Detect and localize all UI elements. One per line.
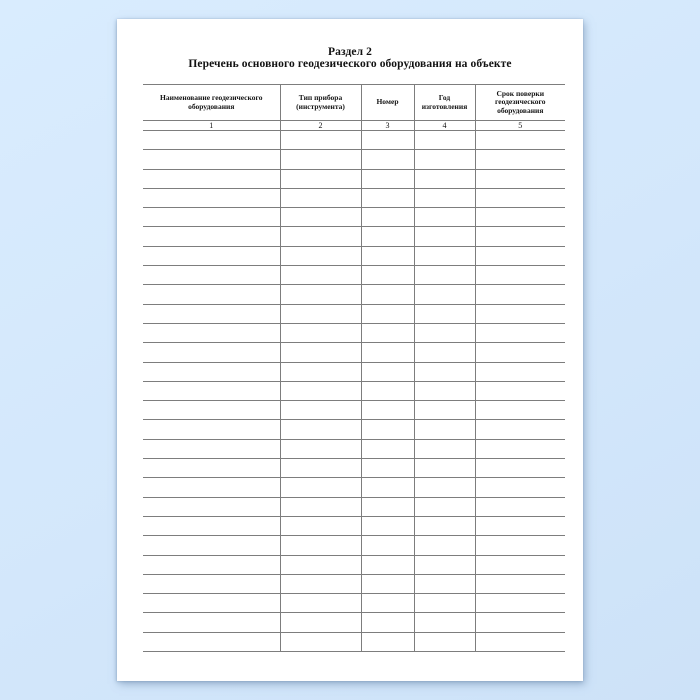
empty-cell (361, 401, 414, 420)
empty-cell (475, 131, 565, 150)
empty-cell (414, 381, 475, 400)
equipment-table (143, 84, 565, 652)
empty-cell (475, 343, 565, 362)
empty-cell (475, 497, 565, 516)
empty-cell (475, 401, 565, 420)
empty-table-row (143, 632, 565, 651)
empty-cell (280, 420, 361, 439)
empty-cell (475, 285, 565, 304)
column-number-row (143, 121, 565, 131)
empty-table-row (143, 150, 565, 169)
empty-cell (280, 285, 361, 304)
document-heading (117, 46, 583, 70)
empty-table-row (143, 497, 565, 516)
empty-cell (361, 246, 414, 265)
empty-cell (143, 285, 280, 304)
empty-cell (414, 574, 475, 593)
empty-cell (143, 343, 280, 362)
empty-cell (143, 188, 280, 207)
empty-cell (280, 304, 361, 323)
empty-table-row (143, 594, 565, 613)
empty-cell (280, 555, 361, 574)
document-page (117, 19, 583, 681)
empty-cell (414, 285, 475, 304)
empty-cell (143, 304, 280, 323)
empty-cell (361, 420, 414, 439)
empty-cell (280, 381, 361, 400)
empty-table-row (143, 285, 565, 304)
empty-cell (414, 169, 475, 188)
empty-cell (143, 420, 280, 439)
empty-cell (280, 362, 361, 381)
empty-cell (414, 555, 475, 574)
empty-cell (280, 131, 361, 150)
empty-cell (143, 632, 280, 651)
empty-cell (414, 420, 475, 439)
table-header-row (143, 85, 565, 121)
empty-cell (414, 246, 475, 265)
empty-cell (475, 459, 565, 478)
empty-cell (414, 150, 475, 169)
column-header-number: Номер (361, 85, 414, 121)
empty-cell (143, 381, 280, 400)
empty-cell (143, 227, 280, 246)
empty-cell (280, 208, 361, 227)
empty-cell (414, 131, 475, 150)
empty-cell (280, 594, 361, 613)
empty-cell (414, 536, 475, 555)
empty-table-row (143, 169, 565, 188)
empty-cell (361, 131, 414, 150)
document-title: Перечень основного геодезического оборудования на объекте (188, 58, 512, 70)
empty-cell (475, 381, 565, 400)
empty-cell (475, 169, 565, 188)
column-header-instrument-type: Тип прибора (инструмента) (280, 85, 361, 121)
empty-table-row (143, 516, 565, 535)
empty-cell (143, 323, 280, 342)
empty-cell (280, 478, 361, 497)
empty-cell (475, 266, 565, 285)
empty-cell (280, 632, 361, 651)
empty-cell (280, 227, 361, 246)
empty-cell (475, 478, 565, 497)
empty-cell (475, 574, 565, 593)
empty-table-row (143, 439, 565, 458)
empty-cell (414, 401, 475, 420)
empty-cell (361, 266, 414, 285)
column-number-1: 1 (143, 121, 280, 131)
empty-cell (414, 323, 475, 342)
empty-cell (361, 208, 414, 227)
empty-cell (414, 362, 475, 381)
empty-cell (361, 478, 414, 497)
empty-cell (143, 362, 280, 381)
table-body (143, 131, 565, 652)
empty-cell (361, 613, 414, 632)
empty-cell (143, 555, 280, 574)
empty-cell (143, 208, 280, 227)
empty-cell (280, 574, 361, 593)
empty-cell (475, 632, 565, 651)
empty-cell (143, 150, 280, 169)
empty-table-row (143, 266, 565, 285)
empty-cell (143, 169, 280, 188)
empty-cell (280, 266, 361, 285)
empty-table-row (143, 323, 565, 342)
empty-cell (361, 381, 414, 400)
empty-cell (143, 246, 280, 265)
empty-table-row (143, 420, 565, 439)
empty-table-row (143, 362, 565, 381)
empty-cell (414, 343, 475, 362)
empty-cell (361, 594, 414, 613)
empty-cell (475, 188, 565, 207)
empty-cell (414, 266, 475, 285)
empty-cell (414, 478, 475, 497)
empty-cell (361, 188, 414, 207)
empty-cell (143, 401, 280, 420)
empty-cell (143, 516, 280, 535)
empty-cell (280, 150, 361, 169)
empty-cell (475, 246, 565, 265)
empty-cell (280, 536, 361, 555)
column-number-5: 5 (475, 121, 565, 131)
empty-cell (475, 323, 565, 342)
empty-cell (143, 266, 280, 285)
empty-cell (143, 131, 280, 150)
section-title: Раздел 2 (328, 46, 372, 58)
empty-table-row (143, 304, 565, 323)
empty-table-row (143, 381, 565, 400)
empty-cell (143, 439, 280, 458)
empty-cell (361, 439, 414, 458)
empty-cell (361, 169, 414, 188)
empty-cell (475, 227, 565, 246)
empty-cell (280, 323, 361, 342)
column-header-year: Год изготовления (414, 85, 475, 121)
empty-cell (280, 401, 361, 420)
empty-cell (361, 632, 414, 651)
empty-cell (361, 574, 414, 593)
empty-cell (414, 439, 475, 458)
empty-cell (280, 169, 361, 188)
empty-cell (414, 459, 475, 478)
empty-cell (414, 632, 475, 651)
empty-cell (280, 246, 361, 265)
empty-cell (475, 420, 565, 439)
empty-cell (361, 323, 414, 342)
empty-cell (414, 516, 475, 535)
empty-cell (414, 188, 475, 207)
empty-cell (280, 497, 361, 516)
empty-cell (361, 285, 414, 304)
empty-cell (414, 613, 475, 632)
empty-cell (361, 555, 414, 574)
empty-table-row (143, 246, 565, 265)
column-header-equipment-name: Наименование геодезического оборудования (143, 85, 280, 121)
empty-cell (475, 208, 565, 227)
empty-table-row (143, 401, 565, 420)
empty-cell (475, 536, 565, 555)
empty-cell (475, 362, 565, 381)
empty-cell (143, 594, 280, 613)
empty-cell (143, 459, 280, 478)
empty-table-row (143, 343, 565, 362)
empty-cell (280, 343, 361, 362)
column-header-verification-period: Срок поверки геодезического оборудования (475, 85, 565, 121)
empty-cell (414, 594, 475, 613)
empty-cell (280, 613, 361, 632)
empty-cell (475, 304, 565, 323)
empty-table-row (143, 208, 565, 227)
empty-cell (475, 613, 565, 632)
empty-cell (361, 516, 414, 535)
empty-cell (361, 150, 414, 169)
empty-cell (361, 227, 414, 246)
empty-cell (475, 594, 565, 613)
empty-cell (143, 536, 280, 555)
empty-table-row (143, 574, 565, 593)
empty-cell (280, 188, 361, 207)
empty-cell (361, 459, 414, 478)
empty-cell (475, 439, 565, 458)
empty-cell (361, 343, 414, 362)
empty-table-row (143, 459, 565, 478)
empty-cell (414, 208, 475, 227)
empty-cell (361, 536, 414, 555)
empty-cell (414, 304, 475, 323)
empty-cell (361, 362, 414, 381)
empty-cell (143, 478, 280, 497)
empty-cell (280, 516, 361, 535)
empty-cell (414, 497, 475, 516)
empty-cell (280, 459, 361, 478)
empty-cell (361, 304, 414, 323)
empty-cell (475, 516, 565, 535)
empty-table-row (143, 613, 565, 632)
empty-table-row (143, 555, 565, 574)
empty-cell (475, 555, 565, 574)
empty-cell (414, 227, 475, 246)
column-number-3: 3 (361, 121, 414, 131)
empty-cell (475, 150, 565, 169)
empty-table-row (143, 227, 565, 246)
empty-cell (143, 574, 280, 593)
empty-cell (280, 439, 361, 458)
empty-table-row (143, 188, 565, 207)
empty-table-row (143, 478, 565, 497)
empty-cell (143, 497, 280, 516)
empty-cell (143, 613, 280, 632)
empty-cell (361, 497, 414, 516)
empty-table-row (143, 536, 565, 555)
column-number-4: 4 (414, 121, 475, 131)
column-number-2: 2 (280, 121, 361, 131)
empty-table-row (143, 131, 565, 150)
